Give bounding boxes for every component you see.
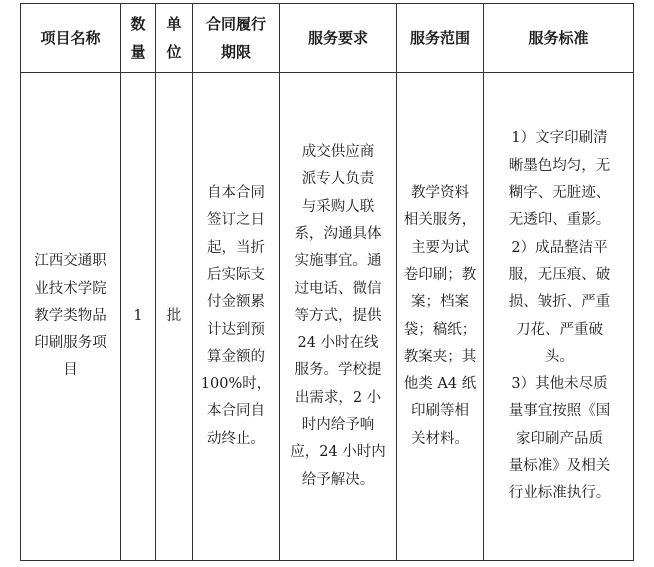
cell-service-requirements: 成交供应商 派专人负责 与采购人联 系，沟通具体 实施事宜。通 过电话、微信 等方式，提供 24 小时在线 服务。学校提 出需求，2 小 时内给予响 应，24 小时内 给予解决。: [280, 73, 397, 561]
service-table: [20, 3, 634, 561]
header-project-name: 项目名称: [21, 4, 121, 73]
header-quantity: 数 量: [121, 4, 156, 73]
header-unit: 单 位: [156, 4, 193, 73]
cell-project-name: 江西交通职 业技术学院 教学类物品 印刷服务项 目: [21, 73, 121, 561]
cell-contract-period: 自本合同 签订之日 起，当折 后实际支 付金额累 计达到预 算金额的 100%时， 本合同自 动终止。: [193, 73, 280, 561]
cell-service-scope: 教学资料 相关服务， 主要为试 卷印刷；教 案；档案 袋；稿纸； 教案夹；其 他类 A4 纸 印刷等相 关材料。: [397, 73, 484, 561]
header-service-standards: 服务标准: [484, 4, 634, 73]
cell-unit: 批: [156, 73, 193, 561]
cell-service-standards: 1）文字印刷清 晰墨色均匀，无 糊字、无脏迹、 无透印、重影。 2）成品整洁平 服，无压痕、破 损、皱折、严重 刀花、严重破 头。 3）其他未尽质 量事宜按照《国 家印刷产品质 量标准》及相关 行业标准执行。: [484, 73, 634, 561]
header-row: [21, 4, 634, 73]
header-contract-period: 合同履行 期限: [193, 4, 280, 73]
header-service-requirements: 服务要求: [280, 4, 397, 73]
header-service-scope: 服务范围: [397, 4, 484, 73]
table-row: [21, 73, 634, 561]
cell-quantity: 1: [121, 73, 156, 561]
